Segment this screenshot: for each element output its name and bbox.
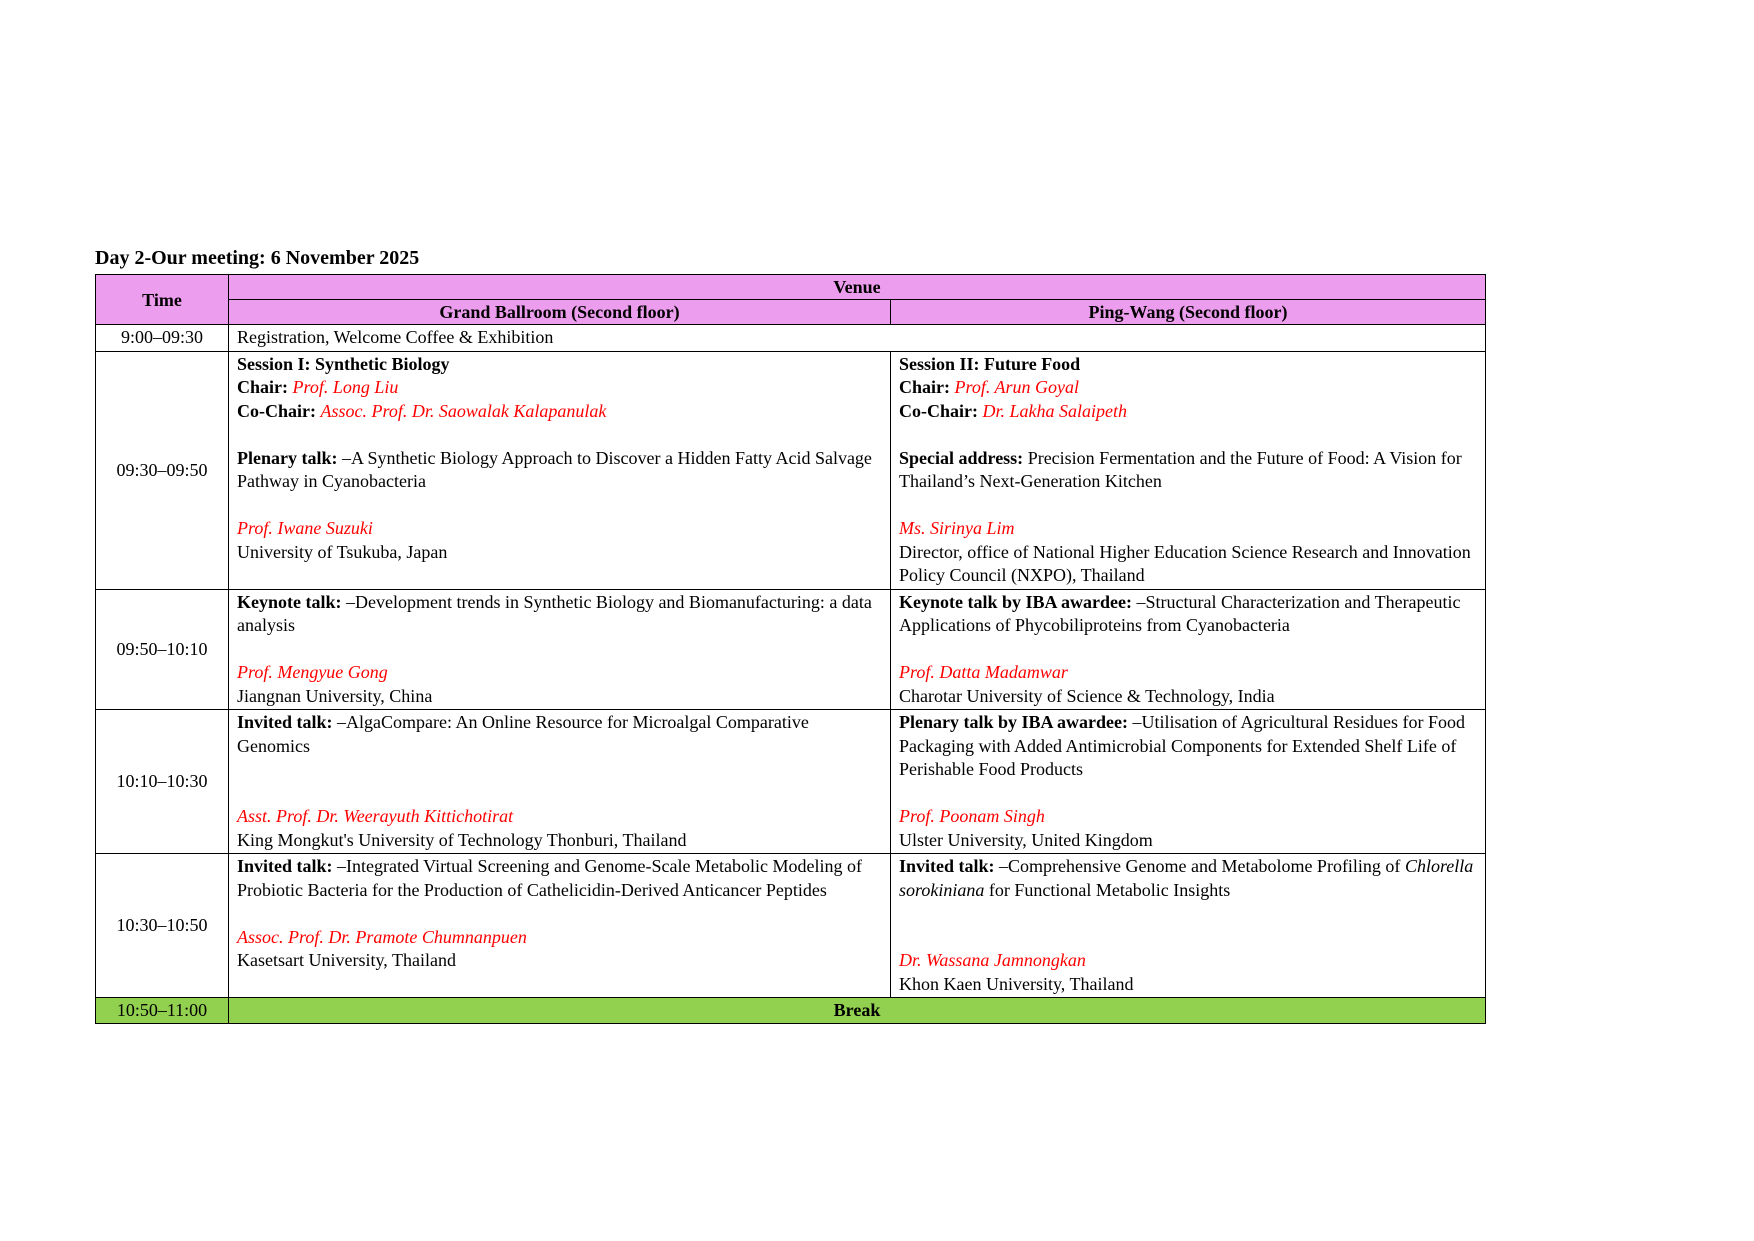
paragraph <box>237 638 882 662</box>
paragraph <box>237 353 882 377</box>
paragraph <box>237 447 882 494</box>
text-segment: Invited talk: <box>237 856 338 876</box>
text-segment: Co-Chair: <box>237 400 321 421</box>
time-cell: 09:50–10:10 <box>96 589 229 710</box>
paragraph <box>237 400 882 424</box>
paragraph <box>899 638 1477 662</box>
venue-header: Venue <box>229 275 1486 300</box>
text-segment: Ms. Sirinya Lim <box>899 518 1015 538</box>
paragraph <box>899 376 1477 400</box>
paragraph <box>237 494 882 518</box>
paragraph <box>899 400 1477 424</box>
time-cell: 10:10–10:30 <box>96 710 229 854</box>
schedule-row <box>96 710 1486 854</box>
paragraph <box>237 326 1477 350</box>
text-segment: Plenary talk: <box>237 447 342 468</box>
text-segment: Chair: <box>899 377 955 397</box>
text-segment: Session I: Synthetic Biology <box>237 353 450 374</box>
paragraph <box>237 661 882 685</box>
venue-ping-wang-header: Ping-Wang (Second floor) <box>891 300 1486 325</box>
text-segment: Director, office of National Higher Education Science Research and Innovation Policy Council (NXPO), Thailand <box>899 541 1471 585</box>
paragraph <box>237 711 882 758</box>
paragraph <box>899 902 1477 926</box>
text-segment: –AlgaCompare: An Online Resource for Microalgal Comparative Genomics <box>237 712 809 756</box>
schedule-table <box>95 274 1486 1024</box>
paragraph <box>237 805 882 829</box>
break-row <box>96 998 1486 1024</box>
text-segment: Invited talk: <box>237 712 338 732</box>
paragraph <box>899 494 1477 518</box>
text-segment: –Utilisation of Agricultural Residues for Food Packaging with Added Antimicrobial Components for Extended Shelf Life of Perishable Food Products <box>899 712 1465 779</box>
text-segment: for Functional Metabolic Insights <box>984 879 1231 900</box>
paragraph <box>237 758 882 782</box>
paragraph <box>237 517 882 541</box>
session-cell <box>891 710 1486 854</box>
session-cell <box>891 854 1486 998</box>
text-segment: –Development trends in Synthetic Biology and Biomanufacturing: a data analysis <box>237 591 872 635</box>
paragraph <box>237 949 882 973</box>
text-segment: Dr. Wassana Jamnongkan <box>899 950 1086 970</box>
header-row-venue <box>96 275 1486 300</box>
document-page <box>95 247 1487 1024</box>
session-cell <box>229 351 891 589</box>
text-segment: Ulster University, United Kingdom <box>899 829 1153 850</box>
text-segment: Prof. Poonam Singh <box>899 806 1045 826</box>
schedule-table-body <box>96 275 1486 1024</box>
text-segment: Precision Fermentation and the Future of Food: A Vision for Thailand’s Next-Generation Kitchen <box>899 447 1462 491</box>
time-cell: 10:30–10:50 <box>96 854 229 998</box>
paragraph <box>899 541 1477 588</box>
text-segment: Kasetsart University, Thailand <box>237 950 456 970</box>
text-segment: Khon Kaen University, Thailand <box>899 973 1134 994</box>
paragraph <box>237 685 882 709</box>
text-segment: Prof. Arun Goyal <box>954 377 1079 397</box>
text-segment: –A Synthetic Biology Approach to Discover a Hidden Fatty Acid Salvage Pathway in Cyanobacteria <box>237 447 872 491</box>
session-cell <box>229 854 891 998</box>
page-title: Day 2-Our meeting: 6 November 2025 <box>95 247 420 269</box>
paragraph <box>237 829 882 853</box>
text-segment: Break <box>833 1000 881 1020</box>
text-segment: Registration, Welcome Coffee & Exhibition <box>237 327 554 347</box>
paragraph <box>899 973 1477 997</box>
text-segment: Assoc. Prof. Dr. Pramote Chumnanpuen <box>237 926 527 947</box>
text-segment: Chair: <box>237 377 293 397</box>
paragraph <box>237 541 882 565</box>
text-segment: Assoc. Prof. Dr. Saowalak Kalapanulak <box>320 400 607 421</box>
text-segment: King Mongkut's University of Technology Thonburi, Thailand <box>237 829 687 850</box>
schedule-row <box>96 351 1486 589</box>
paragraph <box>899 711 1477 782</box>
paragraph <box>237 591 882 638</box>
text-segment: Jiangnan University, China <box>237 685 433 706</box>
text-segment: Keynote talk by IBA awardee: <box>899 591 1137 612</box>
paragraph <box>899 661 1477 685</box>
time-column-header: Time <box>96 275 229 325</box>
text-segment: Session II: Future Food <box>899 353 1081 374</box>
paragraph <box>899 926 1477 950</box>
time-cell: 9:00–09:30 <box>96 325 229 352</box>
session-cell <box>891 589 1486 710</box>
paragraph <box>899 353 1477 377</box>
text-segment: Prof. Datta Madamwar <box>899 662 1068 682</box>
text-segment: Keynote talk: <box>237 591 346 612</box>
text-segment: Prof. Long Liu <box>292 377 399 397</box>
paragraph <box>237 855 882 902</box>
text-segment: –Comprehensive Genome and Metabolome Profiling of <box>999 856 1405 876</box>
text-segment: Asst. Prof. Dr. Weerayuth Kittichotirat <box>237 806 514 826</box>
paragraph <box>899 591 1477 638</box>
schedule-row <box>96 589 1486 710</box>
paragraph <box>237 376 882 400</box>
paragraph <box>899 685 1477 709</box>
schedule-row <box>96 325 1486 352</box>
venue-grand-ballroom-header: Grand Ballroom (Second floor) <box>229 300 891 325</box>
break-cell <box>229 998 1486 1024</box>
text-segment: Co-Chair: <box>899 400 983 421</box>
paragraph <box>237 782 882 806</box>
paragraph <box>899 517 1477 541</box>
text-segment: –Structural Characterization and Therapeutic Applications of Phycobiliproteins from Cyanobacteria <box>899 591 1461 635</box>
schedule-row <box>96 854 1486 998</box>
paragraph <box>899 805 1477 829</box>
text-segment: Prof. Mengyue Gong <box>237 662 388 682</box>
text-segment: Plenary talk by IBA awardee: <box>899 712 1133 732</box>
paragraph <box>237 423 882 447</box>
paragraph <box>237 998 1477 1022</box>
text-segment: Dr. Lakha Salaipeth <box>982 400 1128 421</box>
paragraph <box>899 949 1477 973</box>
text-segment: Charotar University of Science & Technology, India <box>899 685 1275 706</box>
text-segment: Prof. Iwane Suzuki <box>237 518 373 538</box>
paragraph <box>899 855 1477 902</box>
paragraph <box>237 902 882 926</box>
paragraph <box>899 829 1477 853</box>
paragraph <box>237 926 882 950</box>
text-segment: Invited talk: <box>899 856 1000 876</box>
text-segment: –Integrated Virtual Screening and Genome-Scale Metabolic Modeling of Probiotic Bacteria for the Production of Cathelicidin-Derived Anticancer Peptides <box>237 856 862 900</box>
paragraph <box>899 447 1477 494</box>
text-segment: University of Tsukuba, Japan <box>237 541 448 562</box>
text-segment: Chlorella sorokiniana <box>899 856 1474 900</box>
session-cell <box>891 351 1486 589</box>
paragraph <box>899 423 1477 447</box>
time-cell: 10:50–11:00 <box>96 998 229 1024</box>
text-segment: Special address: <box>899 447 1028 468</box>
header-row-rooms <box>96 300 1486 325</box>
time-cell: 09:30–09:50 <box>96 351 229 589</box>
session-cell <box>229 325 1486 352</box>
session-cell <box>229 589 891 710</box>
paragraph <box>899 782 1477 806</box>
session-cell <box>229 710 891 854</box>
